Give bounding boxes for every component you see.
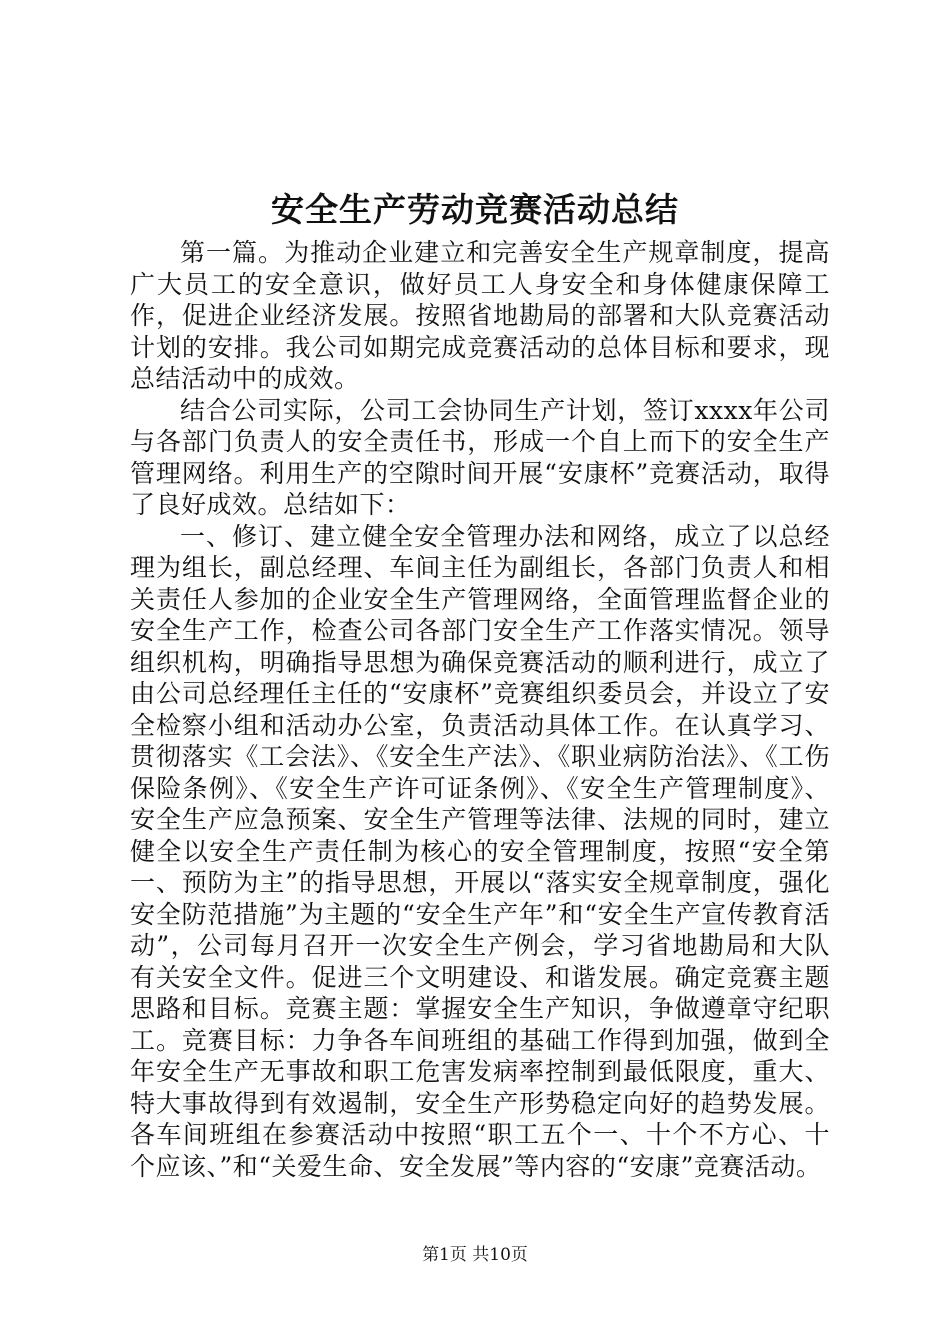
paragraph-1: 第一篇。为推动企业建立和完善安全生产规章制度，提高广大员工的安全意识，做好员工人身安全和身体健康保障工作，促进企业经济发展。按照省地勘局的部署和大队竞赛活动计划的安排。我公司如期完成竞赛活动的总体目标和要求，现总结活动中的成效。 [130, 238, 830, 393]
document-title: 安全生产劳动竞赛活动总结 [271, 190, 679, 229]
document-body [130, 237, 830, 1182]
paragraph-2: 结合公司实际，公司工会协同生产计划，签订xxxx年公司与各部门负责人的安全责任书，形成一个自上而下的安全生产管理网络。利用生产的空隙时间开展“安康杯”竞赛活动，取得了良好成效。总结如下： [130, 395, 830, 519]
paragraph-3: 一、修订、建立健全安全管理办法和网络，成立了以总经理为组长，副总经理、车间主任为副组长，各部门负责人和相关责任人参加的企业安全生产管理网络，全面管理监督企业的安全生产工作，检查公司各部门安全生产工作落实情况。领导组织机构，明确指导思想为确保竞赛活动的顺利进行，成立了由公司总经理任主任的“安康杯”竞赛组织委员会，并设立了安全检察小组和活动办公室，负责活动具体工作。在认真学习、贯彻落实《工会法》、《安全生产法》、《职业病防治法》、《工伤保险条例》、《安全生产许可证条例》、《安全生产管理制度》、安全生产应急预案、安全生产管理等法律、法规的同时，建立健全以安全生产责任制为核心的安全管理制度，按照“安全第一、预防为主”的指导思想，开展以“落实安全规章制度，强化安全防范措施”为主题的“安全生产年”和“安全生产宣传教育活动”，公司每月召开一次安全生产例会，学习省地勘局和大队有关安全文件。促进三个文明建设、和谐发展。确定竞赛主题思路和目标。竞赛主题：掌握安全生产知识，争做遵章守纪职工。竞赛目标：力争各车间班组的基础工作得到加强，做到全年安全生产无事故和职工危害发病率控制到最低限度，重大、特大事故得到有效遏制，安全生产形势稳定向好的趋势发展。各车间班组在参赛活动中按照“职工五个一、十个不方心、十个应该、”和“关爱生命、安全发展”等内容的“安康”竞赛活动。 [130, 521, 830, 1181]
page-footer: 第1页 共10页 [422, 1245, 528, 1265]
